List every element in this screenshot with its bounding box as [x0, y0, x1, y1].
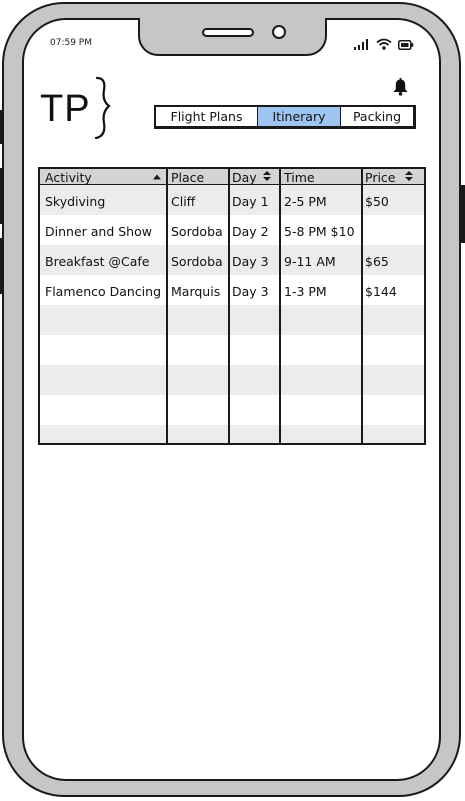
tab-packing[interactable]: Packing	[340, 107, 413, 126]
battery-icon	[398, 40, 414, 50]
status-time: 07:59 PM	[50, 38, 92, 48]
column-header-activity[interactable]	[45, 170, 92, 185]
sort-both-icon[interactable]	[404, 170, 414, 182]
cell-place: Sordoba	[171, 254, 223, 269]
table-row-stripe	[40, 395, 424, 425]
column-header-place[interactable]	[171, 170, 204, 185]
cell-time: 1-3 PM	[284, 284, 327, 299]
cell-place: Marquis	[171, 284, 221, 299]
itinerary-table	[38, 167, 426, 445]
cell-price: $50	[365, 194, 389, 209]
cell-time: 9-11 AM	[284, 254, 336, 269]
column-header-label: Activity	[45, 170, 92, 185]
cell-day: Day 3	[232, 254, 269, 269]
left-side-button-mid	[0, 168, 4, 224]
cell-activity: Skydiving	[45, 194, 106, 209]
column-header-day[interactable]	[232, 170, 257, 185]
column-header-label: Place	[171, 170, 205, 185]
table-row-stripe	[40, 425, 424, 445]
cell-day: Day 3	[232, 284, 269, 299]
app-logo	[40, 78, 113, 140]
column-header-time[interactable]	[284, 170, 315, 185]
cell-time: 2-5 PM	[284, 194, 327, 209]
cell-day: Day 2	[232, 224, 269, 239]
left-side-button-top	[0, 110, 4, 144]
speaker-grille	[202, 28, 254, 37]
column-divider	[166, 169, 168, 443]
left-side-button-bottom	[0, 238, 4, 294]
front-camera	[272, 25, 286, 39]
cell-time: 5-8 PM $10	[284, 224, 355, 239]
column-divider	[228, 169, 230, 443]
bell-icon[interactable]	[392, 78, 409, 100]
tab-bar	[154, 105, 416, 129]
column-header-price[interactable]	[365, 170, 396, 185]
cell-activity: Breakfast @Cafe	[45, 254, 150, 269]
right-side-button	[461, 185, 465, 243]
signal-icon	[354, 39, 370, 50]
column-header-label: Price	[365, 170, 396, 185]
cell-place: Cliff	[171, 194, 196, 209]
table-row-stripe	[40, 365, 424, 395]
table-row-stripe	[40, 305, 424, 335]
column-divider	[361, 169, 363, 443]
cell-activity: Flamenco Dancing	[45, 284, 162, 299]
cell-place: Sordoba	[171, 224, 223, 239]
wifi-icon	[376, 38, 392, 50]
cell-activity: Dinner and Show	[45, 224, 152, 239]
tab-flight-plans[interactable]: Flight Plans	[170, 109, 243, 124]
logo-text: TP	[40, 87, 91, 130]
phone-notch	[138, 18, 327, 56]
tab-itinerary[interactable]: Itinerary	[257, 107, 340, 126]
cell-price: $144	[365, 284, 397, 299]
table-row-stripe	[40, 335, 424, 365]
column-divider	[279, 169, 281, 443]
sort-both-icon[interactable]	[262, 170, 272, 182]
sort-ascending-icon[interactable]	[152, 173, 162, 181]
column-header-label: Time	[284, 170, 315, 185]
status-icons	[354, 38, 414, 50]
column-header-label: Day	[232, 170, 257, 185]
curly-brace-icon	[93, 76, 113, 140]
cell-day: Day 1	[232, 194, 269, 209]
cell-price: $65	[365, 254, 389, 269]
